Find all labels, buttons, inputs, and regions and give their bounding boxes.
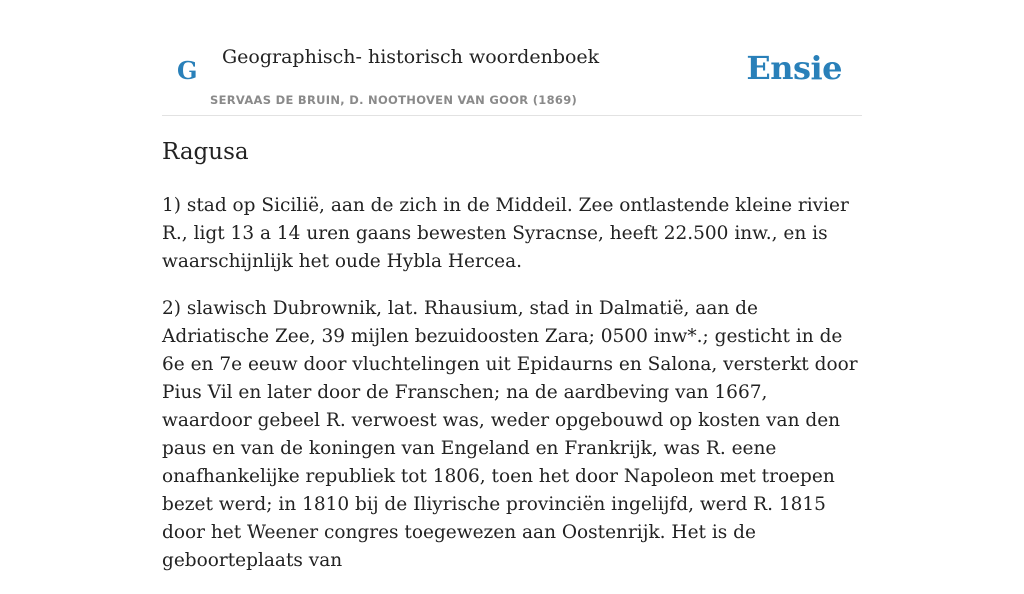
book-logo[interactable]: G — [177, 56, 198, 85]
brand-logo[interactable]: Ensie — [746, 49, 842, 87]
entry-paragraph: 2) slawisch Dubrownik, lat. Rhausium, stad in Dalmatië, aan de Adriatische Zee, 39 mijlen bezuidoosten Zara; 0500 inw*.; gesticht in de 6e en 7e eeuw door vluchtelingen uit Epidaurns en Salona, versterkt door Pius Vil en later door de Franschen; na de aardbeving van 1667, waardoor gebeel R. verwoest was, weder opgebouwd op kosten van den paus en van de koningen van Engeland en Frankrijk, was R. eene onafhankelijke republiek tot 1806, toen het door Napoleon met troepen bezet werd; in 1810 bij de Iliyrische provinciën ingelijfd, werd R. 1815 door het Weener congres toegewezen aan Oostenrijk. Het is de geboorteplaats van — [162, 298, 858, 571]
entry-title: Ragusa — [162, 139, 249, 165]
entry-paragraph: 1) stad op Sicilië, aan de zich in de Middeil. Zee ontlastende kleine rivier R., ligt 13 a 14 uren gaans bewesten Syracnse, heeft 22.500 inw., en is waarschijnlijk het oude Hybla Hercea. — [162, 195, 849, 272]
page — [162, 0, 862, 571]
book-meta: SERVAAS DE BRUIN, D. NOOTHOVEN VAN GOOR (1869) — [210, 93, 578, 107]
entry-body — [162, 192, 862, 594]
book-title[interactable]: Geographisch- historisch woordenboek — [222, 46, 600, 68]
header — [162, 0, 862, 116]
